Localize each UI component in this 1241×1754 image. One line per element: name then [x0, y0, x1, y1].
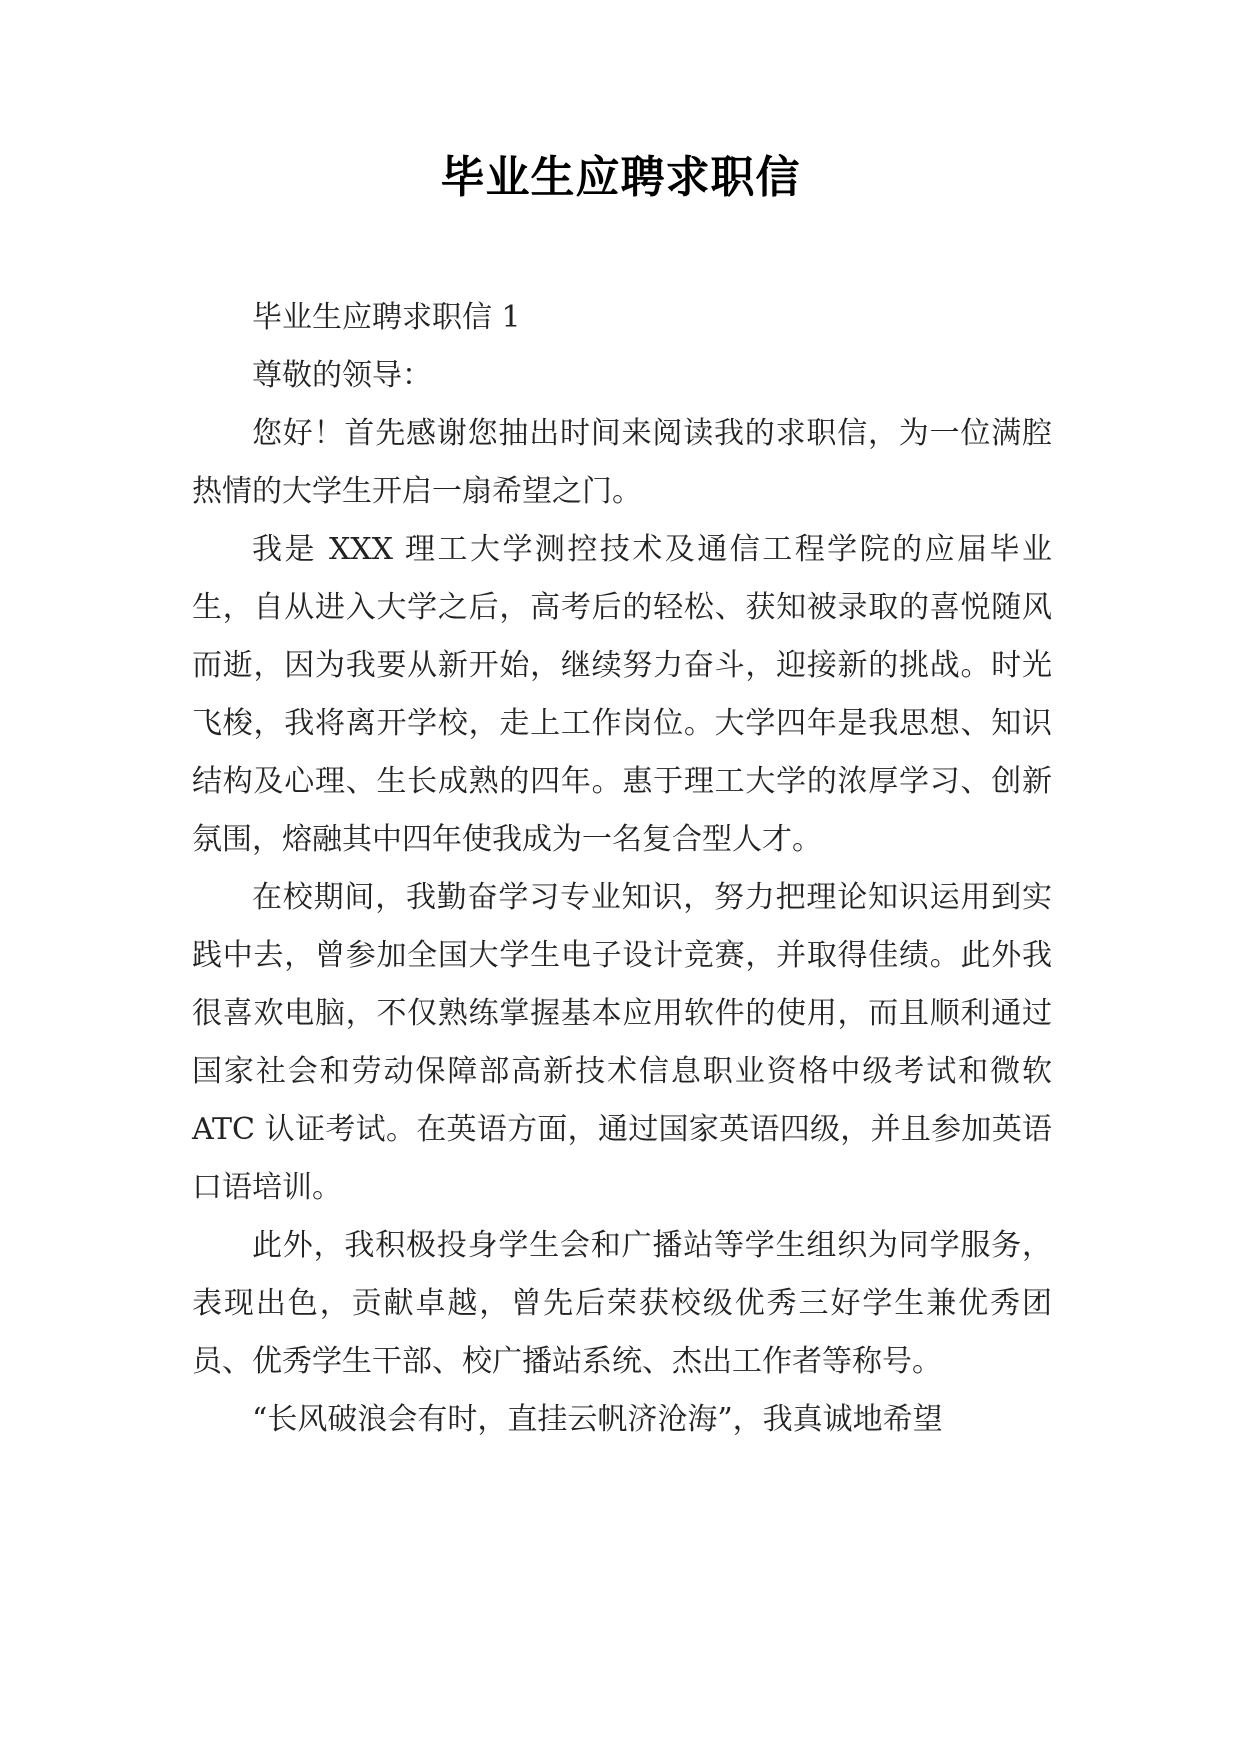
body-paragraph: 您好！首先感谢您抽出时间来阅读我的求职信，为一位满腔热情的大学生开启一扇希望之门。	[192, 416, 1052, 509]
letter-heading: 毕业生应聘求职信 1	[252, 300, 521, 335]
body-paragraph: 此外，我积极投身学生会和广播站等学生组织为同学服务，表现出色，贡献卓越，曾先后荣获校级优秀三好学生兼优秀团员、优秀学生干部、校广播站系统、杰出工作者等称号。	[192, 1228, 1052, 1379]
body-paragraph: “长风破浪会有时，直挂云帆济沧海”，我真诚地希望	[252, 1402, 943, 1437]
letter-body	[192, 289, 1052, 1449]
body-paragraph: 我是 XXX 理工大学测控技术及通信工程学院的应届毕业生，自从进入大学之后，高考后的轻松、获知被录取的喜悦随风而逝，因为我要从新开始，继续努力奋斗，迎接新的挑战。时光飞梭，我将离开学校，走上工作岗位。大学四年是我思想、知识结构及心理、生长成熟的四年。惠于理工大学的浓厚学习、创新氛围，熔融其中四年使我成为一名复合型人才。	[192, 532, 1052, 857]
body-paragraph: 在校期间，我勤奋学习专业知识，努力把理论知识运用到实践中去，曾参加全国大学生电子设计竞赛，并取得佳绩。此外我很喜欢电脑，不仅熟练掌握基本应用软件的使用，而且顺利通过国家社会和劳动保障部高新技术信息职业资格中级考试和微软 ATC 认证考试。在英语方面，通过国家英语四级，并且参加英语口语培训。	[192, 880, 1052, 1205]
document-title: 毕业生应聘求职信	[440, 152, 801, 203]
salutation: 尊敬的领导：	[252, 358, 432, 393]
